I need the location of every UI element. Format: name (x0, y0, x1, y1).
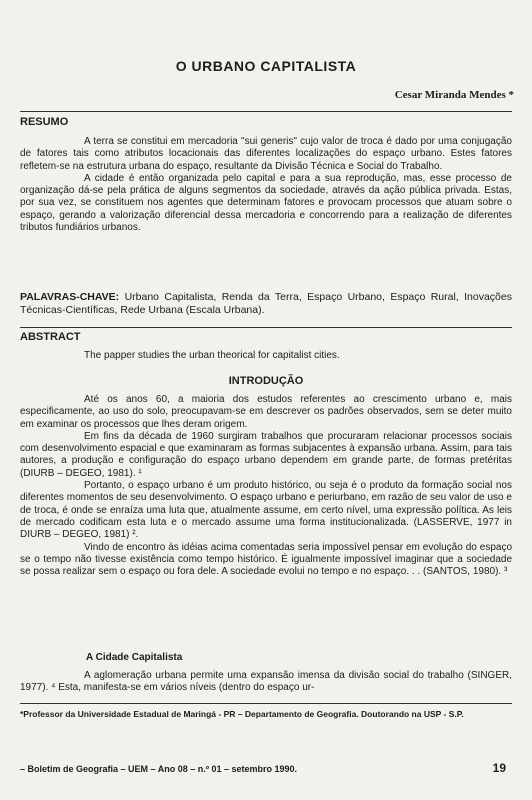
keywords (20, 291, 512, 317)
cidade-body (20, 670, 512, 695)
cidade-paragraph: A aglomeração urbana permite uma expansão imensa da divisão social do trabalho (SINGER, 1977). ⁴ Esta, manifesta-se em vários níveis (dentro do espaço ur- (20, 670, 512, 694)
footnote-divider (20, 703, 512, 704)
introducao-paragraph: Vindo de encontro às idéias acima comentadas seria impossível pensar em evolução do espaço se o tempo não tivesse existência como tempo histórico. É igualmente impossível imaginar que a sociedade se possa realizar sem o espaço ou fora dele. A sociedade evolui no tempo e no espaço. . . (SANTOS, 1980). ³ (20, 541, 512, 578)
journal-footer: – Boletim de Geografia – UEM – Ano 08 – n.º 01 – setembro 1990. (20, 764, 298, 774)
resumo-heading: RESUMO (20, 116, 69, 128)
cidade-heading: A Cidade Capitalista (86, 652, 183, 663)
author-name: Cesar Miranda Mendes * (394, 89, 514, 101)
footnote: *Professor da Universidade Estadual de Maringá - PR – Departamento de Geografia. Doutorando na USP - S.P. (20, 709, 464, 719)
keywords-label: PALAVRAS-CHAVE: (20, 291, 120, 303)
divider (20, 327, 512, 328)
introducao-paragraph: Em fins da década de 1960 surgiram trabalhos que procuraram relacionar processos sociais com desenvolvimento espacial e que examinaram as formas subjacentes à expansão urbana. Assim, para tais autores, a produção e configuração do espaço urbano dependem em grande parte, de formas pretéritas (DIURB – DEGEO, 1981). ¹ (20, 430, 512, 479)
page-number: 19 (492, 761, 506, 775)
abstract-text: The papper studies the urban theorical for capitalist cities. (84, 350, 340, 361)
divider (20, 111, 512, 112)
introducao-body (20, 394, 512, 578)
resumo-body (20, 136, 512, 234)
resumo-paragraph: A terra se constitui em mercadoria "sui generis" cujo valor de troca é dado por uma conjugação de fatores tais como atributos locacionais das diferentes localizações do espaço urbano. Estes fatores refletem-se na estrutura urbana do espaço, resultante da Divisão Técnica e Social do Trabalho. (20, 136, 512, 172)
abstract-heading: ABSTRACT (20, 331, 81, 343)
resumo-paragraph: A cidade é então organizada pelo capital e para a sua reprodução, mas, esse processo de organização dá-se pela prática de alguns segmentos da sociedade, através da ação pública privada. Estas, por sua vez, se constituem nos agentes que determinam fatores e provocam processos que atuam sobre o espaço, gerando a valorização diferencial dessa mercadoria e concorrendo para a realização de diferentes tributos fundiários urbanos. (20, 172, 512, 234)
keywords-text: Urbano Capitalista, Renda da Terra, Espaço Urbano, Espaço Rural, Inovações Técnicas-Científicas, Rede Urbana (Escala Urbana). (20, 291, 512, 316)
introducao-paragraph: Portanto, o espaço urbano é um produto histórico, ou seja é o produto da formação social nos diferentes momentos de seu desenvolvimento. O espaço urbano e periurbano, em razão de seu valor de uso e de troca, é onde se enraíza uma luta que, atualmente assume, em certo nível, uma expressão política. As leis de mercado codificam esta luta e o mercado assume uma forma institucionalizada. (LASSERVE, 1977 in DIURB – DEGEO, 1981) ². (20, 480, 512, 541)
article-title: O URBANO CAPITALISTA (175, 58, 357, 74)
introducao-paragraph: Até os anos 60, a maioria dos estudos referentes ao crescimento urbano e, mais especificamente, ao uso do solo, preocupavam-se em descrever os padrões observados, sem se deter muito em examinar os processos que lhes deram origem. (20, 394, 512, 430)
introducao-heading: INTRODUÇÃO (228, 375, 304, 387)
